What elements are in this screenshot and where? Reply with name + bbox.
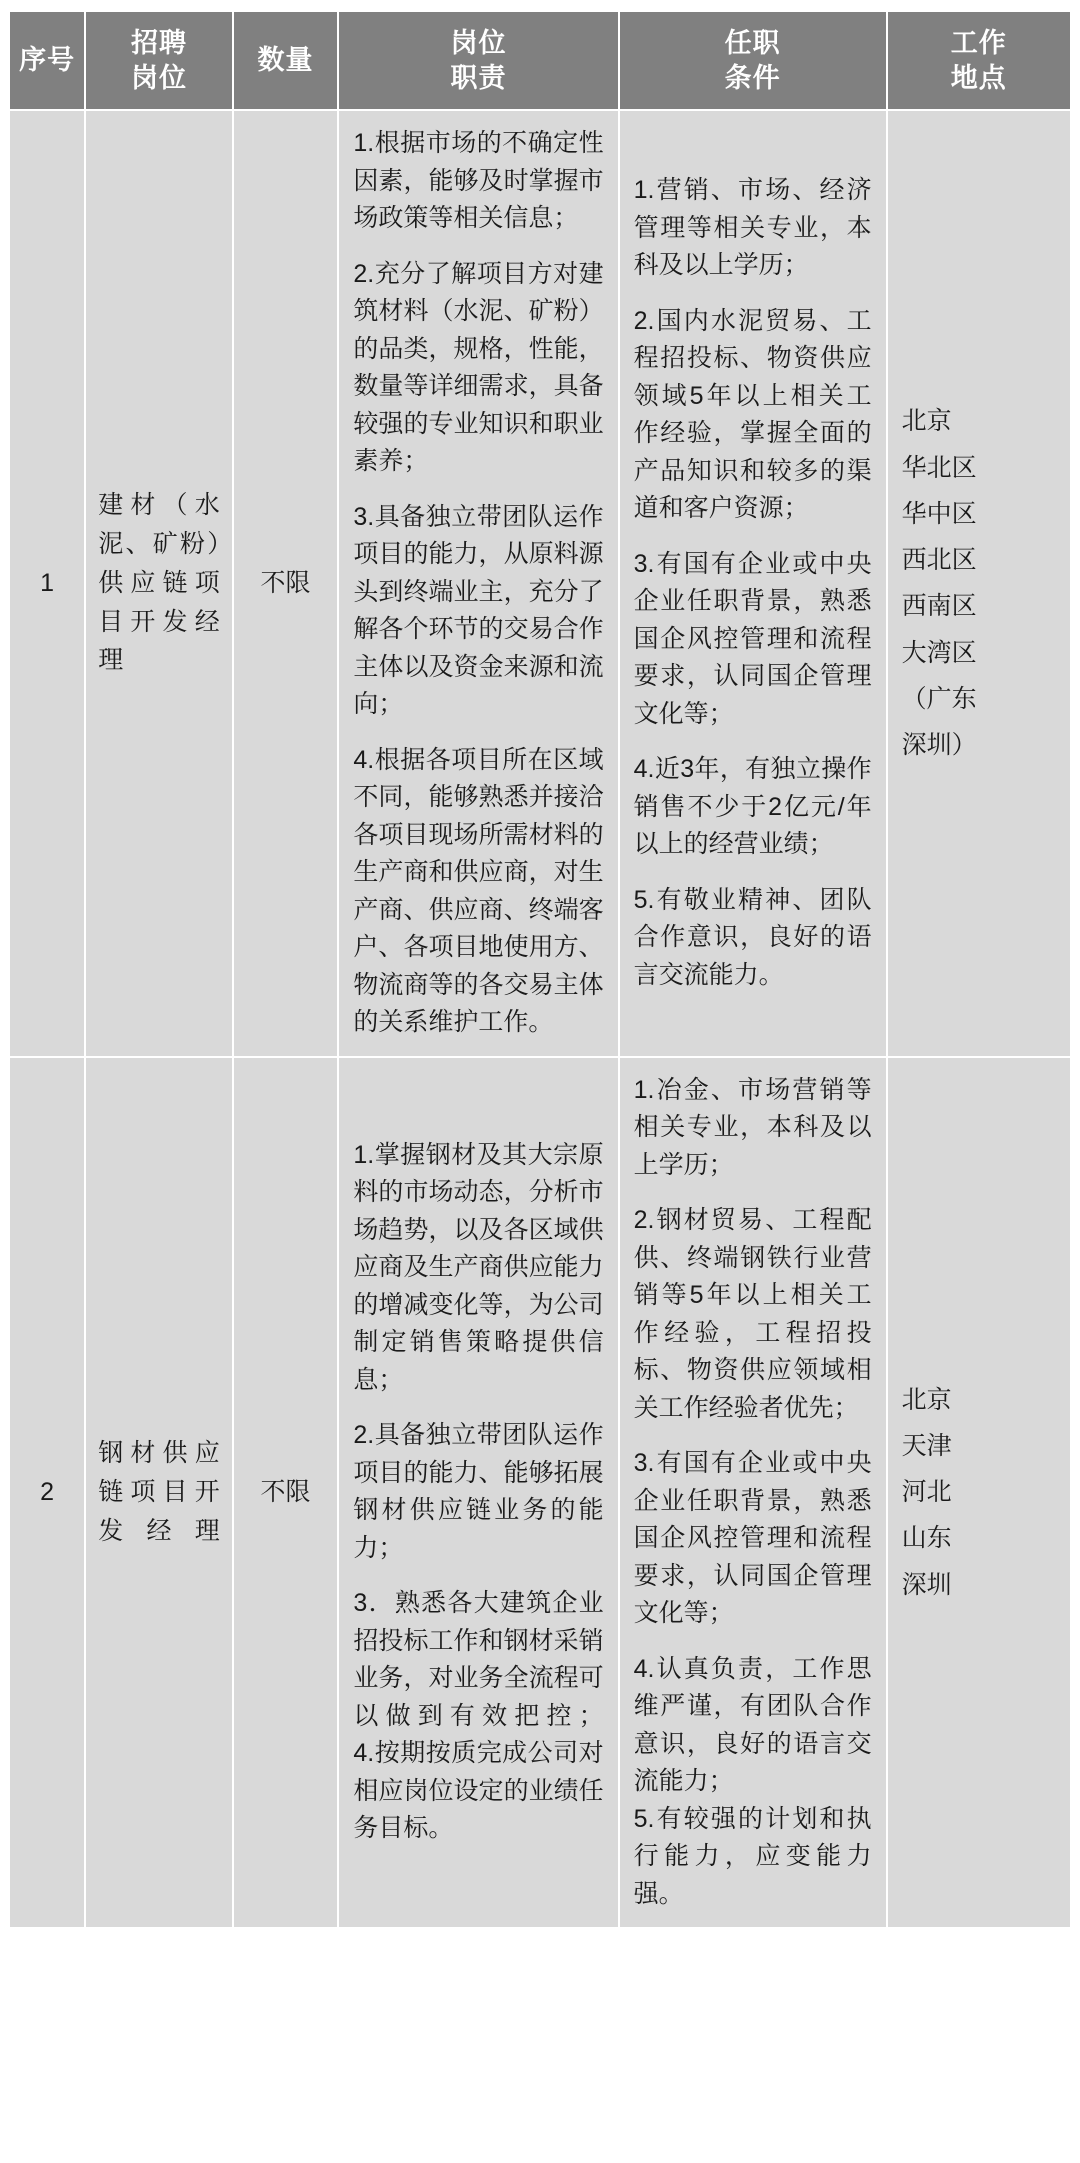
header-line-2: 地点	[950, 62, 1007, 93]
location-line: 华中区	[901, 499, 977, 528]
requirement-item: 1.营销、市场、经济管理等相关专业，本科及以上学历；	[633, 176, 872, 280]
header-line-2: 条件	[724, 62, 781, 93]
table-body	[9, 110, 1071, 1928]
row-headcount: 不限	[233, 110, 339, 1057]
requirement-item: 4.近3年，有独立操作销售不少于2亿元/年以上的经营业绩；	[633, 755, 872, 859]
location-line: 西北区	[901, 546, 977, 575]
row-index: 1	[9, 110, 85, 1057]
header-cell-duties	[338, 11, 618, 110]
recruitment-table	[8, 10, 1072, 1929]
location-line: 大湾区	[901, 638, 977, 667]
row-index: 2	[9, 1057, 85, 1929]
location-line: 北京	[901, 1385, 952, 1414]
location-line: 深圳）	[901, 731, 977, 760]
duty-item: 2.充分了解项目方对建筑材料（水泥、矿粉）的品类，规格，性能，数量等详细需求，具备较强的专业知识和职业素养；	[353, 259, 604, 476]
requirement-item: 1.冶金、市场营销等相关专业，本科及以上学历；	[633, 1075, 872, 1179]
requirement-item: 2.国内水泥贸易、工程招投标、物资供应领域5年以上相关工作经验，掌握全面的产品知识和较多的渠道和客户资源；	[633, 306, 872, 523]
header-line-1: 岗位	[450, 28, 507, 58]
header-cell-requirements	[619, 11, 887, 110]
location-line: 河北	[901, 1478, 952, 1507]
requirement-item: 3.有国有企业或中央企业任职背景，熟悉国企风控管理和流程要求，认同国企管理文化等；	[633, 549, 872, 728]
location-line: （广东	[901, 684, 977, 713]
row-job-title: 钢材供应链项目开发经理	[85, 1057, 233, 1929]
duty-item: 3．熟悉各大建筑企业招投标工作和钢材采销业务，对业务全流程可以做到有效把控；	[353, 1589, 604, 1730]
requirement-item: 4.认真负责，工作思维严谨，有团队合作意识，良好的语言交流能力；	[633, 1654, 872, 1796]
header-cell-job	[85, 11, 233, 110]
requirement-item: 2.钢材贸易、工程配供、终端钢铁行业营销等5年以上相关工作经验，工程招投标、物资供应领域相关工作经验者优先；	[633, 1206, 872, 1422]
duty-item: 3.具备独立带团队运作项目的能力，从原料源头到终端业主，充分了解各个环节的交易合作主体以及资金来源和流向；	[353, 502, 604, 719]
row-requirements	[619, 110, 887, 1057]
row-duties	[338, 110, 618, 1057]
location-line: 深圳	[901, 1570, 952, 1599]
header-row	[9, 11, 1071, 110]
duty-item: 4.按期按质完成公司对相应岗位设定的业绩任务目标。	[353, 1739, 604, 1843]
row-job-title: 建材（水泥、矿粉）供应链项目开发经理	[85, 110, 233, 1057]
row-duties	[338, 1057, 618, 1929]
row-locations	[887, 110, 1071, 1057]
header-cell-location	[887, 11, 1071, 110]
row-requirements	[619, 1057, 887, 1929]
header-line-1: 招聘	[130, 28, 187, 58]
header-cell-no	[9, 11, 85, 110]
requirement-item: 3.有国有企业或中央企业任职背景，熟悉国企风控管理和流程要求，认同国企管理文化等；	[633, 1449, 872, 1628]
duty-item: 4.根据各项目所在区域不同，能够熟悉并接洽各项目现场所需材料的生产商和供应商，对生产商、供应商、终端客户、各项目地使用方、物流商等的各交易主体的关系维护工作。	[353, 745, 604, 1037]
table-row	[9, 110, 1071, 1057]
header-line-2: 岗位	[130, 62, 187, 93]
table-row	[9, 1057, 1071, 1929]
header-line-1: 序号	[19, 45, 76, 76]
header-cell-number	[233, 11, 339, 110]
location-line: 天津	[901, 1431, 952, 1460]
header-line-1: 任职	[724, 28, 781, 58]
duty-item: 1.掌握钢材及其大宗原料的市场动态，分析市场趋势，以及各区域供应商及生产商供应能力的增减变化等，为公司制定销售策略提供信息；	[353, 1140, 604, 1394]
requirement-item: 5.有敬业精神、团队合作意识，良好的语言交流能力。	[633, 885, 872, 989]
requirement-item: 5.有较强的计划和执行能力，应变能力强。	[633, 1804, 872, 1908]
row-locations	[887, 1057, 1071, 1929]
location-line: 西南区	[901, 592, 977, 621]
duty-item: 2.具备独立带团队运作项目的能力、能够拓展钢材供应链业务的能力；	[353, 1421, 604, 1562]
row-headcount: 不限	[233, 1057, 339, 1929]
header-line-2: 职责	[450, 62, 507, 93]
duty-item: 1.根据市场的不确定性因素，能够及时掌握市场政策等相关信息；	[353, 129, 604, 233]
header-line-1: 数量	[257, 45, 314, 76]
header-line-1: 工作	[950, 28, 1007, 58]
location-line: 华北区	[901, 453, 977, 482]
table-header	[9, 11, 1071, 110]
location-line: 山东	[901, 1524, 952, 1553]
location-line: 北京	[901, 407, 952, 436]
